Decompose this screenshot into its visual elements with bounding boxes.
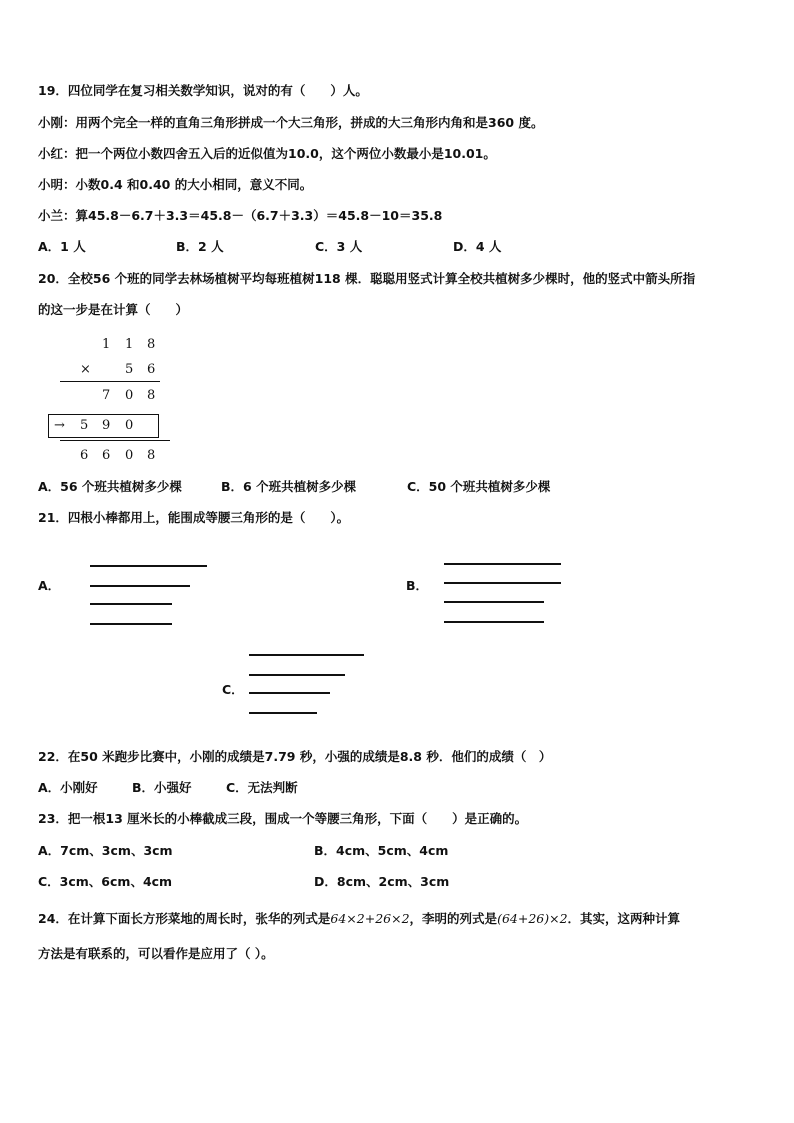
vm-digit: 9	[102, 418, 111, 433]
q19-statement-xiaohong: 小红：把一个两位小数四舍五入后的近似值为10.0，这个两位小数最小是10.01。	[38, 146, 496, 161]
q22-option-c: C．无法判断	[226, 780, 298, 795]
q24-expression-liming: (64+26)×2	[497, 911, 568, 926]
stick	[90, 585, 190, 587]
q22-option-a: A．小刚好	[38, 780, 98, 795]
vm-digit: 8	[147, 388, 156, 403]
stick	[249, 654, 364, 656]
q20-option-b: B．6 个班共植树多少棵	[221, 479, 357, 494]
q23-option-d: D．8cm、2cm、3cm	[314, 874, 450, 889]
vm-digit: 5	[125, 362, 134, 377]
q19-statement-xiaolan: 小兰：算45.8－6.7＋3.3＝45.8－（6.7＋3.3）＝45.8－10＝35.8	[38, 208, 443, 223]
arrow-icon: →	[54, 418, 65, 433]
stick	[444, 563, 561, 565]
vm-digit: 0	[125, 448, 134, 463]
multiply-sign: ×	[80, 362, 91, 377]
q23-option-b: B．4cm、5cm、4cm	[314, 843, 449, 858]
q24-stem-part1: 24．在计算下面长方形菜地的周长时，张华的列式是	[38, 911, 331, 926]
q19-option-c: C．3 人	[315, 239, 363, 254]
q21-option-b-label: B．	[406, 578, 429, 593]
q19-option-b: B．2 人	[176, 239, 224, 254]
q19-option-d: D．4 人	[453, 239, 502, 254]
q20-option-c: C．50 个班共植树多少棵	[407, 479, 551, 494]
vm-digit: 6	[80, 448, 89, 463]
q19-statement-xiaoming: 小明：小数0.4 和0.40 的大小相同，意义不同。	[38, 177, 313, 192]
stick	[249, 674, 345, 676]
q21-option-a-label: A．	[38, 578, 61, 593]
vm-digit: 6	[102, 448, 111, 463]
q23-stem: 23．把一根13 厘米长的小棒截成三段，围成一个等腰三角形，下面（ ）是正确的。	[38, 811, 528, 826]
vm-rule-1	[60, 381, 160, 382]
vm-digit: 6	[147, 362, 156, 377]
q22-option-b: B．小强好	[132, 780, 192, 795]
q19-statement-xiaogang: 小刚：用两个完全一样的直角三角形拼成一个大三角形，拼成的大三角形内角和是360 度。	[38, 115, 544, 130]
stick	[444, 582, 561, 584]
vm-digit: 8	[147, 337, 156, 352]
stick	[90, 565, 207, 567]
q24-stem-line2: 方法是有联系的，可以看作是应用了（ ）。	[38, 946, 274, 961]
stick	[90, 603, 172, 605]
q19-option-a: A．1 人	[38, 239, 86, 254]
vm-digit: 1	[125, 337, 134, 352]
q20-stem-line1: 20．全校56 个班的同学去林场植树平均每班植树118 棵．聪聪用竖式计算全校共植树多少棵时，他的竖式中箭头所指	[38, 271, 696, 286]
q24-expression-zhanghua: 64×2+26×2	[330, 911, 410, 926]
q19-stem: 19．四位同学在复习相关数学知识，说对的有（ ）人。	[38, 83, 368, 98]
q21-option-c-label: C．	[222, 682, 244, 697]
q24-stem-part3: ．其实，这两种计算	[567, 911, 681, 926]
vm-digit: 1	[102, 337, 111, 352]
vm-digit: 0	[125, 418, 134, 433]
stick	[444, 621, 544, 623]
q23-option-a: A．7cm、3cm、3cm	[38, 843, 173, 858]
q20-stem-line2: 的这一步是在计算（ ）	[38, 302, 189, 317]
stick	[249, 692, 330, 694]
vm-digit: 8	[147, 448, 156, 463]
vm-digit: 0	[125, 388, 134, 403]
vm-digit: 5	[80, 418, 89, 433]
stick	[249, 712, 317, 714]
q23-option-c: C．3cm、6cm、4cm	[38, 874, 173, 889]
q24-stem-line1	[38, 911, 680, 927]
q24-stem-part2: ，李明的列式是	[409, 911, 498, 926]
q20-option-a: A．56 个班共植树多少棵	[38, 479, 182, 494]
stick	[90, 623, 172, 625]
stick	[444, 601, 544, 603]
vm-rule-2	[60, 440, 170, 441]
q22-stem: 22．在50 米跑步比赛中，小刚的成绩是7.79 秒，小强的成绩是8.8 秒．他们的成绩（ ）	[38, 749, 552, 764]
vm-digit: 7	[102, 388, 111, 403]
q21-stem: 21．四根小棒都用上，能围成等腰三角形的是（ ）。	[38, 510, 350, 525]
